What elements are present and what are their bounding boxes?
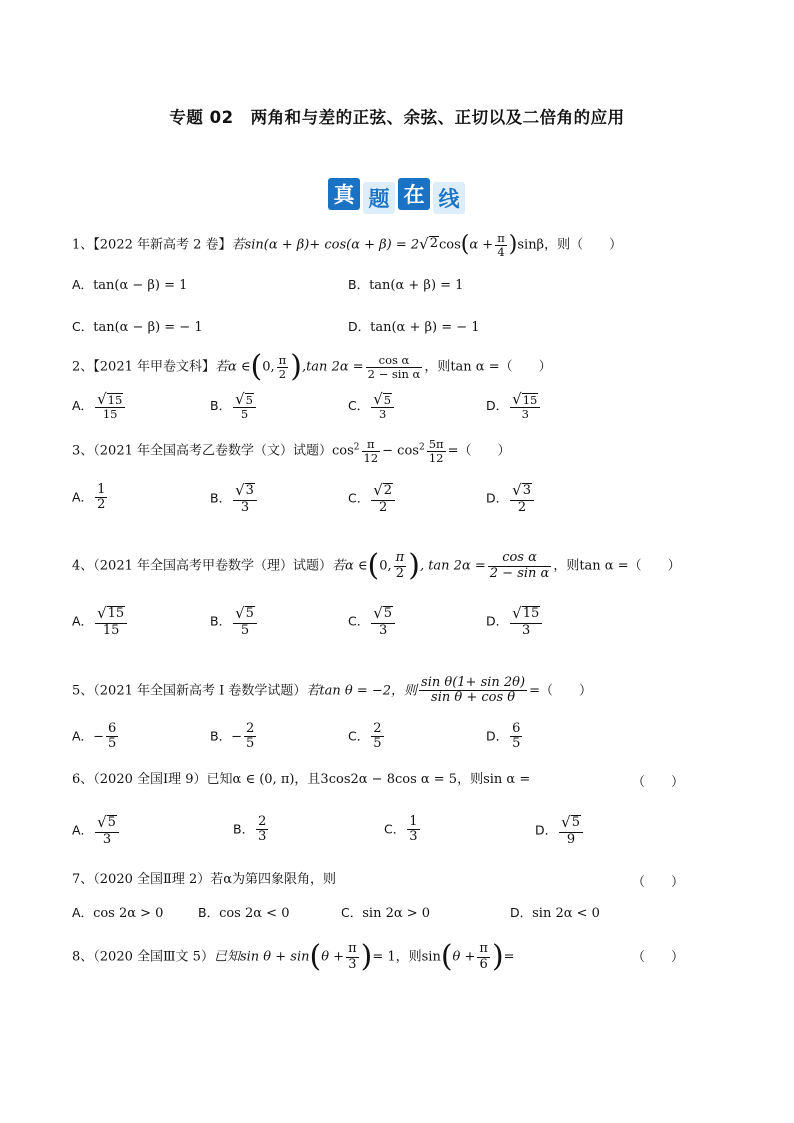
q1-frac: $\frac{\pi}{4}$ bbox=[497, 231, 505, 259]
banner-char-4: 线 bbox=[433, 182, 465, 214]
q3-option-a[interactable]: A． $\frac{1}{2}$ bbox=[72, 482, 106, 513]
q5-tail: =（ ） bbox=[529, 683, 592, 699]
q6-text: 已知α ∈ (0, π)，且3cos2α − 8cos α = 5，则sin α = bbox=[206, 772, 531, 787]
q1-num: 1、 bbox=[72, 237, 94, 253]
q3-num: 3、 bbox=[72, 443, 94, 459]
q1-source: 【2022 年新高考 2 卷】 bbox=[93, 237, 232, 253]
question-4: 4、（2021 年全国高考甲卷数学（理）试题）若α ∈(0, $\frac{\pi}{2}$ ), tan 2α = $\frac{\text{cos α}}{\text{2 − sin α}}$ ，则tan α =（ ） bbox=[72, 548, 681, 583]
page-title: 专题 02 两角和与差的正弦、余弦、正切以及二倍角的应用 bbox=[169, 108, 625, 127]
q2-tail: ，则tan α =（ ） bbox=[424, 359, 552, 375]
question-5: 5、（2021 年全国新高考 I 卷数学试题）若tan θ = −2，则 $\frac{\text{sin θ(1+ sin 2θ)}}{\text{sin θ + cos θ}}$ =（ ） bbox=[72, 675, 592, 706]
q1-tail: sinβ，则（ ） bbox=[517, 237, 623, 253]
q1-lead: 若sin(α + β)+ cos(α + β) = 2 bbox=[231, 237, 420, 253]
q8-source: （2020 全国Ⅲ文 5） bbox=[93, 949, 214, 965]
q3-source: （2021 年全国高考乙卷数学（文）试题） bbox=[93, 443, 332, 459]
q3-option-b[interactable]: B． √ 3 3 bbox=[210, 483, 259, 515]
question-6 bbox=[72, 771, 530, 789]
question-3: 3、（2021 年全国高考乙卷数学（文）试题）$\cos^2$ $\frac{\pi}{12}$ − $\cos^2$ $\frac{5\pi}{12}$ =（ ） bbox=[72, 437, 511, 465]
banner-char-2: 题 bbox=[363, 182, 395, 214]
q4-source: （2021 年全国高考甲卷数学（理）试题） bbox=[93, 558, 332, 574]
q7-option-a[interactable]: A．cos 2α > 0 bbox=[72, 905, 164, 921]
q1-option-d[interactable]: D．tan(α + β) = − 1 bbox=[348, 319, 480, 335]
q7-num: 7、 bbox=[72, 872, 94, 887]
q7-option-b[interactable]: B．cos 2α < 0 bbox=[198, 905, 290, 921]
q6-answer-paren: （ ） bbox=[631, 775, 684, 790]
q4-tail: ，则tan α =（ ） bbox=[553, 558, 681, 574]
q7-option-d[interactable]: D．sin 2α < 0 bbox=[510, 905, 600, 921]
q4-option-d[interactable]: D． √ 15 3 bbox=[486, 606, 544, 638]
q3-option-c[interactable]: C． √ 2 2 bbox=[348, 483, 397, 515]
q2-option-a[interactable]: A． √ 15 15 bbox=[72, 392, 127, 421]
q1-mid: cos bbox=[439, 237, 461, 253]
q3-tail: =（ ） bbox=[447, 443, 511, 459]
q5-source: （2021 年全国新高考 I 卷数学试题） bbox=[93, 683, 307, 699]
q2-option-c[interactable]: C． √ 5 3 bbox=[348, 392, 396, 421]
question-7 bbox=[72, 871, 336, 889]
question-2: 2、【2021 年甲卷文科】若α ∈(0, $\frac{\pi}{2}$ ),tan 2α = $\frac{\text{cos α}}{\text{2 − sin α}}$ ，则tan α =（ ） bbox=[72, 349, 552, 384]
q2-option-b[interactable]: B． √ 5 5 bbox=[210, 392, 258, 421]
q7-text: 若α为第四象限角，则 bbox=[210, 872, 337, 887]
q5-option-a[interactable]: A．− $\frac{6}{5}$ bbox=[72, 721, 117, 752]
q7-answer-paren: （ ） bbox=[631, 875, 684, 890]
q7-option-c[interactable]: C．sin 2α > 0 bbox=[341, 905, 431, 921]
q2-interval-frac: $\frac{\pi}{2}$ bbox=[278, 352, 287, 381]
q8-num: 8、 bbox=[72, 949, 94, 965]
q3-option-d[interactable]: D． √ 3 2 bbox=[486, 483, 536, 515]
q6-option-d[interactable]: D． √ 5 9 bbox=[535, 815, 585, 847]
q4-num: 4、 bbox=[72, 558, 94, 574]
q6-source: （2020 全国Ⅰ理 9） bbox=[93, 772, 207, 787]
q4-option-b[interactable]: B． √ 5 5 bbox=[210, 606, 259, 638]
q6-num: 6、 bbox=[72, 772, 94, 787]
q1-option-a[interactable]: A．tan(α − β) = 1 bbox=[72, 277, 188, 293]
q2-num: 2、 bbox=[72, 359, 94, 375]
question-8: 8、（2020 全国Ⅲ文 5）已知sin θ + sin(θ + $\frac{\pi}{3}$ )= 1，则sin(θ + $\frac{\pi}{6}$ )= bbox=[72, 939, 515, 974]
q2-source: 【2021 年甲卷文科】 bbox=[93, 359, 215, 375]
section-banner bbox=[328, 178, 468, 214]
q1-sqrt: √ 2 bbox=[419, 234, 439, 253]
q4-option-a[interactable]: A． √ 15 15 bbox=[72, 606, 129, 638]
q6-option-a[interactable]: A． √ 5 3 bbox=[72, 815, 121, 847]
q6-option-b[interactable]: B． $\frac{2}{3}$ bbox=[233, 814, 267, 845]
q5-option-d[interactable]: D． $\frac{6}{5}$ bbox=[486, 721, 521, 752]
banner-char-1: 真 bbox=[328, 178, 360, 210]
q7-source: （2020 全国Ⅱ理 2） bbox=[93, 872, 211, 887]
q5-option-b[interactable]: B．− $\frac{2}{5}$ bbox=[210, 721, 255, 752]
q2-option-d[interactable]: D． √ 15 3 bbox=[486, 392, 542, 421]
q6-option-c[interactable]: C． $\frac{1}{3}$ bbox=[384, 814, 418, 845]
q1-inner: α + bbox=[469, 237, 494, 253]
q8-answer-paren: （ ） bbox=[631, 950, 684, 965]
q4-option-c[interactable]: C． √ 5 3 bbox=[348, 606, 397, 638]
question-1: 1、【2022 年新高考 2 卷】若sin(α + β)+ cos(α + β) = 2 √ 2 cos(α + $\frac{\pi}{4}$ )sinβ，则（ ） bbox=[72, 231, 623, 259]
q5-option-c[interactable]: C． $\frac{2}{5}$ bbox=[348, 721, 382, 752]
q5-num: 5、 bbox=[72, 683, 94, 699]
q2-lead: 若α ∈ bbox=[215, 359, 251, 375]
q2-frac: $\frac{\text{cos α}}{\text{2 − sin α}}$ bbox=[367, 352, 421, 381]
q1-option-b[interactable]: B．tan(α + β) = 1 bbox=[348, 277, 464, 293]
banner-char-3: 在 bbox=[398, 178, 430, 210]
q1-option-c[interactable]: C．tan(α − β) = − 1 bbox=[72, 319, 203, 335]
